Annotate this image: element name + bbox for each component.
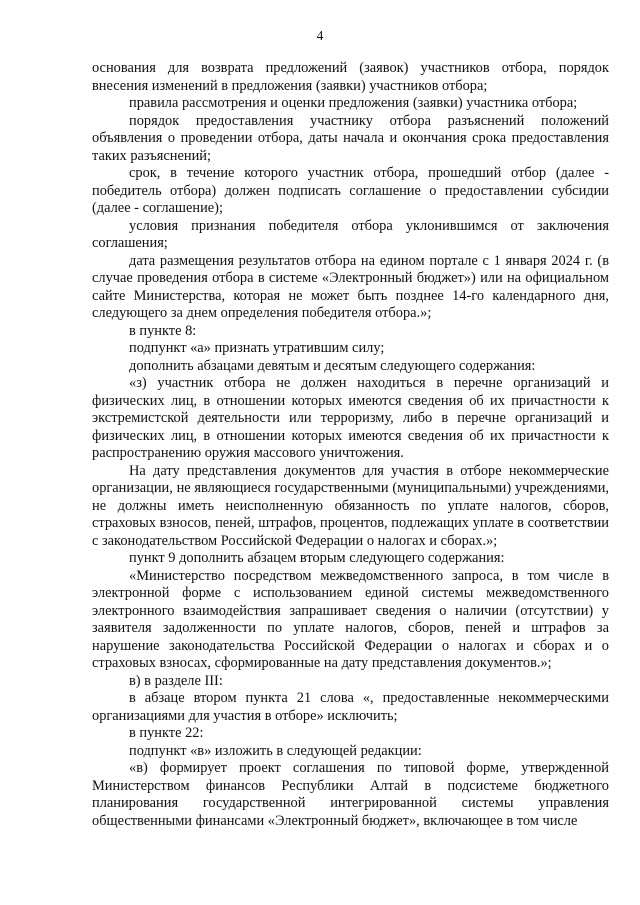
paragraph: в пункте 22: (129, 725, 204, 741)
paragraph: условия признания победителя отбора уклонившимся от заключения соглашения; (92, 217, 609, 251)
paragraph: в абзаце втором пункта 21 слова «, предоставленные некоммерческими организациями для участия в отборе» исключить; (92, 690, 609, 724)
paragraph: На дату представления документов для участия в отборе некоммерческие организации, не являющиеся государственными (муниципальными) учреждениями, не должны иметь неисполненную обязанность по уплате налогов, сборов, страховых взносов, пеней, штрафов, процентов, подлежащих уплате в соответствии с законодательством Российской Федерации о налогах и сборах.»; (92, 462, 609, 549)
paragraph: правила рассмотрения и оценки предложения (заявки) участника отбора; (129, 95, 578, 111)
paragraph: срок, в течение которого участник отбора, прошедший отбор (далее - победитель отбора) должен подписать соглашение о предоставлении субсидии (далее - соглашение); (92, 165, 609, 216)
paragraph: основания для возврата предложений (заявок) участников отбора, порядок внесения изменений в предложения (заявки) участников отбора; (92, 60, 609, 94)
page-number: 4 (316, 28, 324, 43)
paragraph: «в) формирует проект соглашения по типовой форме, утвержденной Министерством финансов Республики Алтай в подсистеме бюджетного планирования государственной интегрированной системы управления общественными финансами «Электронный бюджет», включающее в том числе (92, 760, 609, 829)
paragraph: дата размещения результатов отбора на едином портале с 1 января 2024 г. (в случае проведения отбора в системе «Электронный бюджет») или на официальном сайте Министерства, которая не может быть позднее 14-го календарного дня, следующего за днем определения победителя отбора.»; (92, 252, 609, 321)
paragraph: порядок предоставления участнику отбора разъяснений положений объявления о проведении отбора, даты начала и окончания срока предоставления таких разъяснений; (92, 112, 609, 164)
paragraph: «Министерство посредством межведомственного запроса, в том числе в электронной форме с использованием единой системы межведомственного электронного взаимодействия запрашивает сведения о наличии (отсутствии) у заявителя задолженности по уплате налогов, сборов, пеней и штрафов за нарушение законодательства Российской Федерации о налогах и сборах и о страховых взносах, сформированные на дату представления документов.»; (92, 567, 609, 671)
document-body (92, 60, 609, 830)
paragraph: подпункт «а» признать утратившим силу; (129, 340, 385, 356)
paragraph: в пункте 8: (129, 322, 197, 339)
paragraph: дополнить абзацами девятым и десятым следующего содержания: (129, 357, 536, 374)
paragraph: в) в разделе III: (129, 672, 223, 689)
paragraph: подпункт «в» изложить в следующей редакции: (129, 742, 422, 759)
paragraph: пункт 9 дополнить абзацем вторым следующего содержания: (129, 550, 505, 566)
paragraph: «з) участник отбора не должен находиться в перечне организаций и физических лиц, в отношении которых имеются сведения об их причастности к экстремистской деятельности или терроризму, либо в перечне организаций и физических лиц, в отношении которых имеются сведения об их причастности к распространению оружия массового уничтожения. (92, 375, 609, 461)
